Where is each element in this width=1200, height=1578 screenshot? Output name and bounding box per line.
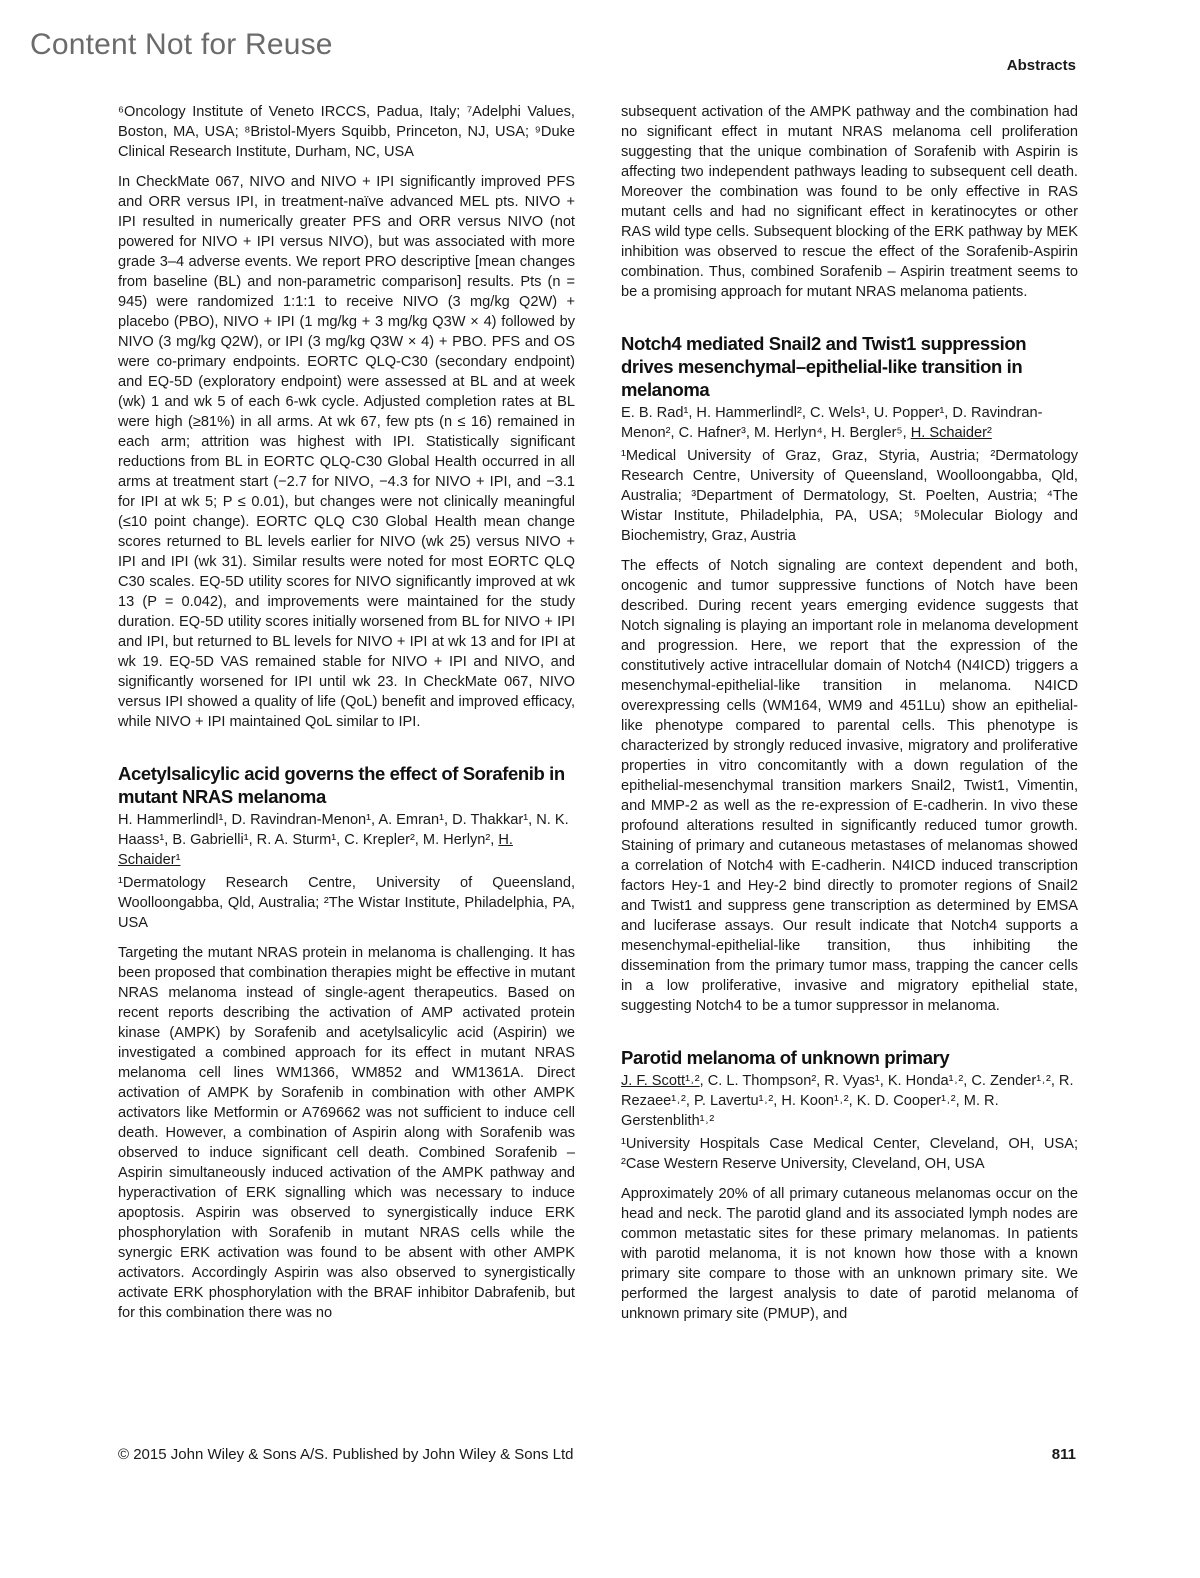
- author-list: [621, 403, 1078, 443]
- abstract-title: Notch4 mediated Snail2 and Twist1 suppression drives mesenchymal–epithelial-like transition in melanoma: [621, 333, 1027, 400]
- authors-text: E. B. Rad¹, H. Hammerlindl², C. Wels¹, U. Popper¹, D. Ravindran-Menon², C. Hafner³, M. Herlyn⁴, H. Bergler⁵,: [621, 405, 1043, 441]
- abstract-body: Approximately 20% of all primary cutaneous melanomas occur on the head and neck. The parotid gland and its associated lymph nodes are common metastatic sites for these primary melanomas. In patients with parotid melanoma, it is not known how those with a known primary site compare to those with an unknown primary site. We performed the largest analysis to date of parotid melanoma of unknown primary site (PMUP), and: [621, 1186, 1078, 1322]
- copyright-footer: © 2015 John Wiley & Sons A/S. Published by John Wiley & Sons Ltd: [118, 1446, 574, 1463]
- abstract-body: In CheckMate 067, NIVO and NIVO + IPI significantly improved PFS and ORR versus IPI, in treatment-naïve advanced MEL pts. NIVO + IPI resulted in numerically greater PFS and ORR versus NIVO (not powered for NIVO + IPI versus NIVO), but was associated with more grade 3–4 adverse events. We report PRO descriptive [mean changes from baseline (BL) and non-parametric comparison] results. Pts (n = 945) were randomized 1:1:1 to receive NIVO (3 mg/kg Q2W) + placebo (PBO), NIVO + IPI (1 mg/kg + 3 mg/kg Q3W × 4) followed by NIVO (3 mg/kg Q2W), or IPI (3 mg/kg Q3W × 4) + PBO. PFS and OS were co-primary endpoints. EORTC QLQ-C30 (secondary endpoint) and EQ-5D (exploratory endpoint) were assessed at BL and at week (wk) 1 and wk 5 of each 6-wk cycle. Adjusted completion rates at BL were high (≥81%) in all arms. At wk 67, few pts (n ≤ 16) remained in each arm; attrition was highest with IPI. Statistically significant reductions from BL in EORTC QLQ-C30 Global Health occurred in all arms at treatment start (−2.7 for NIVO, −4.3 for NIVO + IPI, and −3.1 for IPI at wk 5; P ≤ 0.01), but changes were not clinically meaningful (≤10 point change). EORTC QLQ C30 Global Health mean change scores returned to BL levels earlier for NIVO (wk 25) versus NIVO + IPI and IPI (wk 31). Similar results were noted for most EORTC QLQ C30 scales. EQ-5D utility scores for NIVO significantly improved at wk 13 (P = 0.042), and improvements were maintained for the study duration. EQ-5D utility scores initially worsened from BL for NIVO + IPI and IPI, but returned to BL levels for NIVO + IPI at wk 13 and for IPI at wk 19. EQ-5D VAS remained stable for NIVO + IPI and NIVO, and significantly worsened for IPI until wk 23. In CheckMate 067, NIVO versus IPI showed a quality of life (QoL) benefit and improved efficacy, while NIVO + IPI maintained QoL similar to IPI.: [118, 174, 575, 730]
- presenting-author: H. Schaider²: [910, 425, 992, 441]
- abstract-title: Acetylsalicylic acid governs the effect of Sorafenib in mutant NRAS melanoma: [118, 763, 565, 807]
- affiliations-continued: ⁶Oncology Institute of Veneto IRCCS, Padua, Italy; ⁷Adelphi Values, Boston, MA, USA; ⁸Bristol-Myers Squibb, Princeton, NJ, USA; ⁹Duke Clinical Research Institute, Durham, NC, USA: [118, 104, 575, 160]
- authors-text: , C. L. Thompson², R. Vyas¹, K. Honda¹˒², C. Zender¹˒², R. Rezaee¹˒², P. Lavertu¹˒², H. Koon¹˒², K. D. Cooper¹˒², M. R. Gerstenblith¹˒²: [621, 1073, 1074, 1129]
- abstract-title: Parotid melanoma of unknown primary: [621, 1047, 950, 1068]
- right-column: [621, 102, 1078, 1334]
- author-list: [118, 810, 575, 870]
- affiliations: ¹Medical University of Graz, Graz, Styria, Austria; ²Dermatology Research Centre, University of Queensland, Woolloongabba, Qld, Australia; ³Department of Dermatology, St. Poelten, Austria; ⁴The Wistar Institute, Philadelphia, PA, USA; ⁵Molecular Biology and Biochemistry, Graz, Austria: [621, 448, 1078, 544]
- authors-text: H. Hammerlindl¹, D. Ravindran-Menon¹, A. Emran¹, D. Thakkar¹, N. K. Haass¹, B. Gabrielli¹, R. A. Sturm¹, C. Krepler², M. Herlyn²,: [118, 812, 569, 848]
- presenting-author: J. F. Scott¹˒²: [621, 1073, 700, 1089]
- affiliations: ¹University Hospitals Case Medical Center, Cleveland, OH, USA; ²Case Western Reserve University, Cleveland, OH, USA: [621, 1136, 1078, 1172]
- abstract-body-continued: subsequent activation of the AMPK pathway and the combination had no significant effect in mutant NRAS melanoma cell proliferation suggesting that the unique combination of Sorafenib with Aspirin is affecting two independent pathways leading to subsequent cell death. Moreover the combination was found to be only effective in RAS mutant cells and had no significant effect in keratinocytes or other RAS wild type cells. Subsequent blocking of the ERK pathway by MEK inhibition was observed to rescue the effect of the Sorafenib-Aspirin combination. Thus, combined Sorafenib – Aspirin treatment seems to be a promising approach for mutant NRAS melanoma patients.: [621, 104, 1078, 300]
- affiliations: ¹Dermatology Research Centre, University of Queensland, Woolloongabba, Qld, Australia; ²The Wistar Institute, Philadelphia, PA, USA: [118, 875, 575, 931]
- abstract-body: Targeting the mutant NRAS protein in melanoma is challenging. It has been proposed that combination therapies might be effective in mutant NRAS melanoma instead of single-agent therapeutics. Based on recent reports describing the activation of AMP activated protein kinase (AMPK) by Sorafenib and acetylsalicylic acid (Aspirin) we investigated a combined approach for its effect in mutant NRAS melanoma cell lines WM1366, WM852 and WM1361A. Direct activation of AMPK by Sorafenib in combination with other AMPK activators like Metformin or A769662 was not sufficient to induce cell death. However, a combination of Aspirin along with Sorafenib was observed to induce significant cell death. Combined Sorafenib – Aspirin simultaneously induced activation of the AMPK pathway and hyperactivation of ERK signalling which was necessary to induce apoptosis. Aspirin was observed to synergistically induce ERK phosphorylation with Sorafenib in mutant NRAS cells while the synergic ERK activation was found to be absent with other AMPK activators. Accordingly Aspirin was also observed to synergistically activate ERK phosphorylation with the BRAF inhibitor Dabrafenib, but for this combination there was no: [118, 945, 575, 1321]
- left-column: [118, 102, 575, 1333]
- watermark-text: Content Not for Reuse: [30, 28, 333, 61]
- page-number: 811: [1051, 1446, 1076, 1463]
- presenting-author: H. Schaider¹: [118, 832, 513, 868]
- section-label: Abstracts: [1006, 57, 1076, 74]
- author-list: [621, 1071, 1078, 1131]
- abstract-body: The effects of Notch signaling are context dependent and both, oncogenic and tumor suppressive functions of Notch have been described. During recent years emerging evidence suggests that Notch signaling is playing an important role in melanoma development and progression. Here, we report that the expression of the constitutively active intracellular domain of Notch4 (N4ICD) triggers a mesenchymal-epithelial-like transition in melanoma. N4ICD overexpressing cells (WM164, WM9 and 451Lu) show an epithelial-like phenotype compared to parental cells. This phenotype is characterized by strongly reduced invasive, migratory and proliferative properties in vitro concomitantly with a down regulation of the epithelial-mesenchymal transition markers Snail2, Twist1, Vimentin, and MMP-2 as well as the re-expression of E-cadherin. In vivo these profound alterations resulted in significantly reduced tumor growth. Staining of primary and cutaneous metastases of melanomas showed a correlation of Notch4 with E-cadherin. N4ICD induced transcription factors Hey-1 and Hey-2 bind directly to promoter regions of Snail2 and Twist1 and suppress gene transcription as determined by EMSA and luciferase assays. Our result indicate that Notch4 supports a mesenchymal-epithelial-like transition, thus inhibiting the dissemination from the primary tumor mass, trapping the cancer cells in a low proliferative, invasive and migratory epithelial state, suggesting Notch4 to be a tumor suppressor in melanoma.: [621, 558, 1078, 1014]
